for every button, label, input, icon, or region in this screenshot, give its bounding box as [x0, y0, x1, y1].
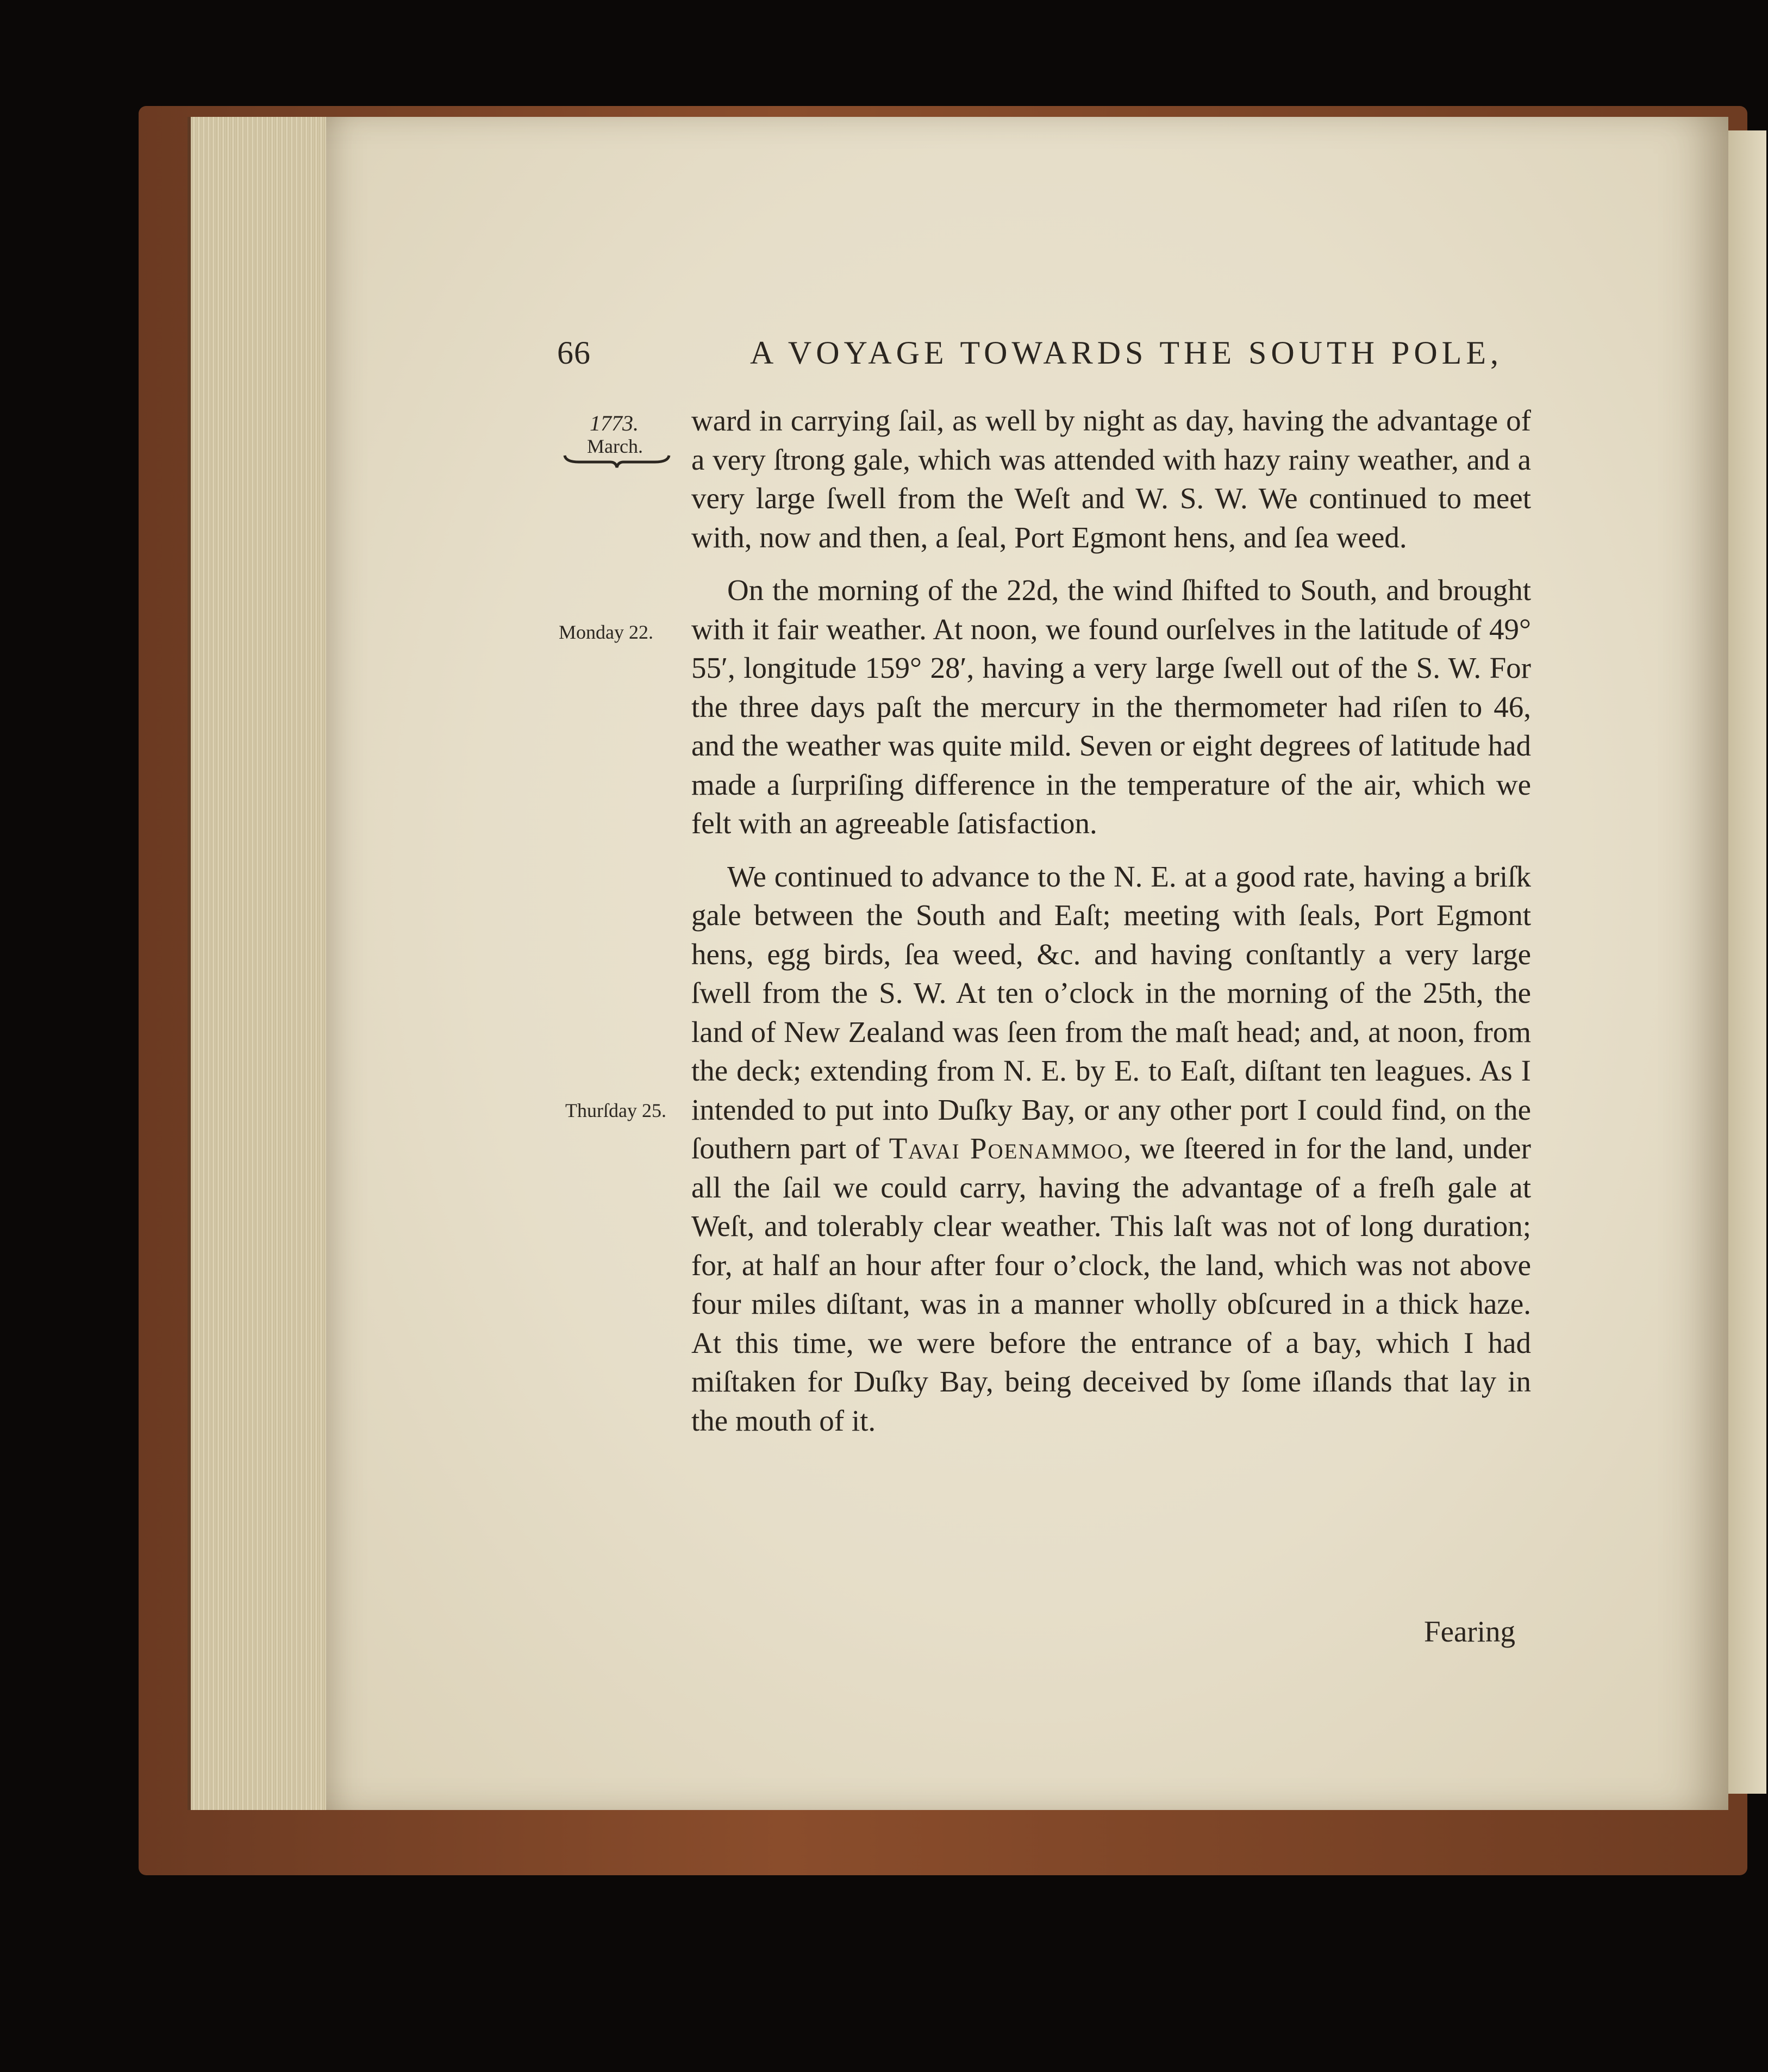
margin-year: 1773. [590, 411, 639, 435]
running-head [557, 334, 1525, 383]
page-number: 66 [557, 335, 591, 371]
facing-page-edge [1728, 130, 1766, 1794]
running-title: A VOYAGE TOWARDS THE SOUTH POLE, [750, 335, 1503, 371]
paragraph-3-start: We continued to advance to the N. E. at a good rate, having a briſk gale between the South and Eaſt; meeting with ſeals, Port Egmont hens, egg birds, ſea weed, &c. and having conſtantly a very large ſwell from the S. W. At ten o’clock in the morning of the 25th, the land of New Zealand was ſeen from the maſt head; and, at noon, from the deck; extending from N. E. by E. to Eaſt, diſtant ten leagues. As I intended to put into Duſky Bay, or any other port I could find, on the ſouthern part of [691, 859, 1531, 1165]
page-edges [188, 117, 332, 1810]
place-name: Tavai Poenammoo [889, 1132, 1124, 1165]
catchword: Fearing [1424, 1615, 1516, 1648]
paragraph-3-end: , we ſteered in for the land, under all the ſail we could carry, having the advantage of a freſh gale at Weſt, and tolerably clear weather. This laſt was not of long duration; for, at half an hour after four o’clock, the land, which was not above four miles diſtant, was in a manner wholly obſcured in a thick haze. At this time, we were before the entrance of a bay, which I had miſtaken for Duſky Bay, being deceived by ſome iſlands that lay in the mouth of it. [691, 1132, 1531, 1437]
paragraph-1: ward in carrying ſail, as well by night as day, having the advantage of a very ſtrong gale, which was attended with hazy rainy weather, and a very large ſwell from the Weſt and W. S. W. We continued to meet with, now and then, a ſeal, Port Egmont hens, and ſea weed. [691, 404, 1531, 554]
paragraph-3 [691, 857, 1531, 1440]
margin-date-thursday: Thurſday 25. [565, 1100, 666, 1121]
margin-month: March. [587, 435, 643, 457]
paragraph-2: On the morning of the 22d, the wind ſhifted to South, and brought with it fair weather. At noon, we found ourſelves in the latitude of 49° 55′, longitude 159° 28′, having a very large ſwell out of the S. W. For the three days paſt the mercury in the thermometer had riſen to 46, and the weather was quite mild. Seven or eight degrees of latitude had made a ſurpriſing difference in the temperature of the air, which we felt with an agreeable ſatisfaction. [691, 573, 1531, 840]
margin-date-monday: Monday 22. [559, 621, 653, 643]
body-text [691, 401, 1531, 1440]
margin-brace-icon [563, 452, 671, 469]
